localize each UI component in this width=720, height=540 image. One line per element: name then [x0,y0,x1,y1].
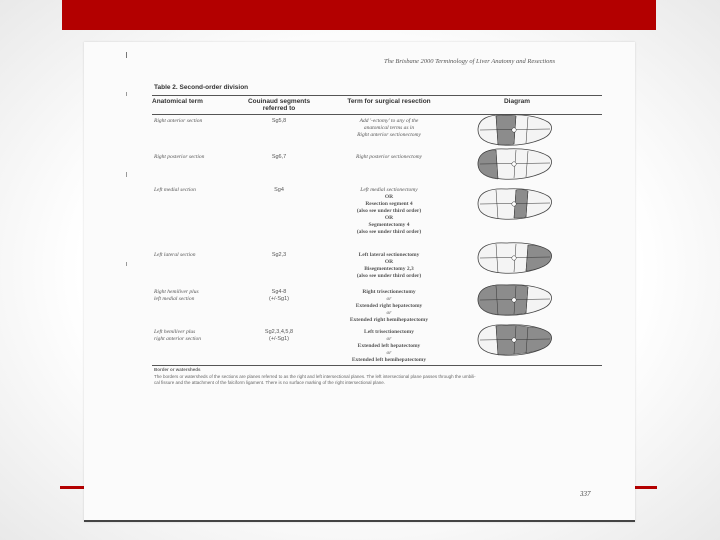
row-anatomical-term [154,187,239,194]
liver-diagram [476,322,554,358]
row-anatomical-term [154,289,239,303]
resection-line: Extended left hepatectomy [357,343,421,349]
segment-line: Sg6,7 [271,154,287,160]
header-couinaud-line1: Couinaud segments [247,98,311,105]
resection-line: Bisegmentectomy 2,3 [364,266,414,272]
row-couinaud-segments [244,118,314,125]
header-couinaud-segments [234,98,324,112]
row-surgical-term [324,329,454,364]
resection-line: or [386,310,392,316]
resection-line: Resection segment 4 [365,201,413,207]
segment-line: Sg5,8 [271,118,287,124]
term-line: Right anterior section [154,118,203,124]
row-anatomical-term [154,252,239,259]
segment-line: (+/-Sg1) [268,336,290,342]
segment-line: Sg2,3 [271,252,287,258]
liver-diagram [476,240,554,276]
term-line: Left lateral section [154,252,196,258]
header-diagram: Diagram [503,98,530,105]
row-couinaud-segments [244,187,314,194]
row-anatomical-term [154,154,239,161]
resection-line: (also see under third order) [356,208,422,214]
resection-line: Right anterior sectionectomy [357,132,421,138]
resection-line: Left lateral sectionectomy [358,252,420,258]
scanned-page [84,42,635,522]
resection-line: Left medial sectionectomy [360,187,418,193]
resection-line: or [386,350,392,356]
header-surgical-term: Term for surgical resection [347,98,431,105]
resection-line: or [386,336,392,342]
running-head: The Brisbane 2000 Terminology of Liver Anatomy and Resections [384,58,556,65]
resection-line: (also see under third order) [356,273,422,279]
resection-line: or [386,296,392,302]
term-line: Left hemiliver plus [154,329,196,335]
footnote-line-2: cal fissure and the attachment of the falciform ligament. There is no surface marking of the right intersectional plane. [154,380,386,385]
table-top-rule [152,95,602,96]
header-couinaud-line2: referred to [262,105,296,112]
row-anatomical-term [154,118,239,125]
row-anatomical-term [154,329,239,343]
term-line: Right hemiliver plus [154,289,199,295]
accent-line-right [635,486,657,489]
segment-line: (+/-Sg1) [268,296,290,302]
segment-line: Sg4 [274,187,284,193]
resection-line: (also see under third order) [356,229,422,235]
liver-diagram [476,146,554,182]
margin-marks [126,52,128,352]
liver-diagram [476,186,554,222]
row-couinaud-segments [244,252,314,259]
term-line: Left medial section [154,187,196,193]
footnote-heading: Border or watersheds [154,367,201,372]
row-surgical-term [324,289,454,324]
resection-line: Extended right hemihepatectomy [349,317,429,323]
table-bottom-rule [152,365,602,366]
page-number: 337 [580,490,591,498]
liver-diagram [476,112,554,148]
row-surgical-term [324,187,454,236]
resection-line: OR [384,215,394,221]
header-anatomical-term: Anatomical term [152,98,203,105]
resection-line: Extended right hepatectomy [355,303,423,309]
term-line: right anterior section [154,336,202,342]
row-couinaud-segments [244,289,314,303]
resection-line: Add '-ectomy' to any of the [359,118,419,124]
row-couinaud-segments [244,154,314,161]
resection-line: OR [384,194,394,200]
title-bar [62,0,656,30]
segment-line: Sg4-8 [271,289,287,295]
resection-line: Segmentectomy 4 [368,222,410,228]
liver-diagram [476,282,554,318]
footnote-line-1: The borders or watersheds of the sections are planes referred to as the right and left intersectional planes. The left intersectional plane passes through the umbili- [154,374,476,379]
resection-line: Left trisectionectomy [364,329,414,335]
row-surgical-term [324,252,454,280]
row-couinaud-segments [244,329,314,343]
table-title: Table 2. Second-order division [154,84,249,91]
resection-line: OR [384,259,394,265]
resection-line: Right trisectionectomy [362,289,416,295]
accent-line-left [60,486,84,489]
term-line: Right posterior section [154,154,205,160]
resection-line: anatomical terms as in [363,125,415,131]
row-surgical-term [324,118,454,139]
segment-line: Sg2,3,4,5,8 [264,329,294,335]
row-surgical-term [324,154,454,161]
resection-line: Right posterior sectionectomy [356,154,422,160]
resection-line: Extended left hemihepatectomy [351,357,427,363]
term-line: left medial section [154,296,195,302]
